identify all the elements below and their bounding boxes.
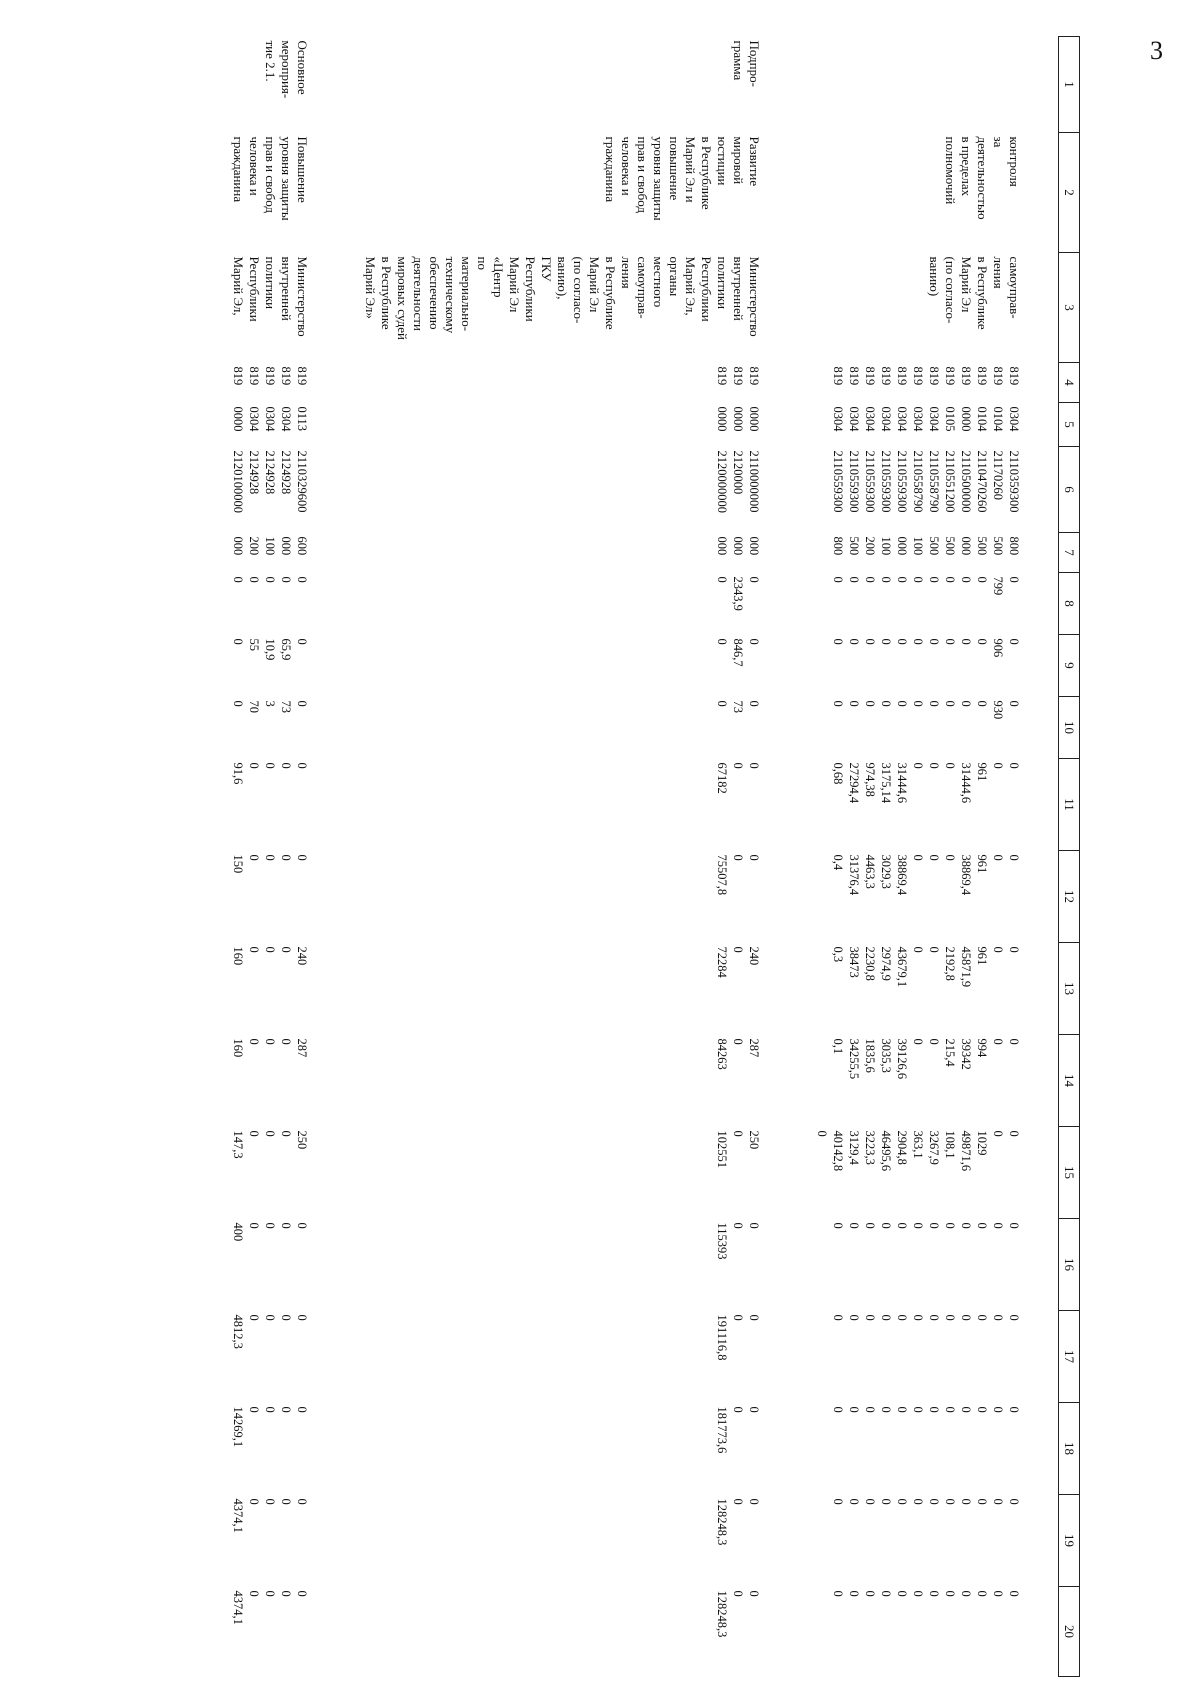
cell-col-14: 287 0 0 0 160 — [231, 1038, 309, 1058]
cell-col-6: 2110000000 2120000 2120000000 — [715, 450, 761, 513]
column-number-11: 11 — [1059, 759, 1080, 851]
cell-col-13: 0 0 961 45871,9 2192,8 0 0 43679,1 2974,9 2230,8 38473 0,3 — [831, 946, 1021, 988]
cell-col-19: 0 0 0 0 4374,1 — [231, 1498, 309, 1533]
cell-col-3: Министерство внутренней политики Республики Марий Эл, — [231, 256, 310, 337]
column-number-9: 9 — [1059, 635, 1080, 697]
cell-col-8: 0 2343,9 0 — [715, 576, 761, 611]
table-row — [230, 37, 313, 1677]
cell-col-17: 0 0 191116,8 — [715, 1314, 761, 1361]
cell-col-17: 0 0 0 0 4812,3 — [231, 1314, 309, 1349]
cell-col-3: Министерство внутренней политики Республики Марий Эл, органы местного самоуправ- ления в Республике Марий Эл (по согласо- ванию), ГКУ Республики Марий Эл «Центр по материально- техническому обеспечению деятельности мировых судей в Республике Марий Эл» — [363, 256, 762, 340]
column-number-row — [1059, 37, 1080, 1677]
cell-col-19: 0 0 0 0 0 0 0 0 0 0 0 0 — [831, 1498, 1021, 1505]
table-row — [362, 37, 765, 1677]
cell-col-1: Основное мероприя- тие 2.1. — [263, 40, 310, 99]
cell-col-9: 0 65,9 10,9 55 0 — [231, 638, 309, 661]
cell-col-12: 0 0 75507,8 — [715, 854, 761, 896]
cell-col-16: 0 0 0 0 0 0 0 0 0 0 0 0 — [831, 1222, 1021, 1229]
cell-col-2: контроля за деятельностью в пределах полномочий — [943, 136, 1022, 220]
cell-col-6: 2110329600 2124928 2124928 2124928 2120100000 — [231, 450, 309, 513]
column-number-15: 15 — [1059, 1127, 1080, 1219]
column-number-20: 20 — [1059, 1587, 1080, 1677]
cell-col-4: 819 819 819 819 819 — [231, 366, 309, 386]
cell-col-10: 0 73 0 — [715, 700, 761, 713]
cell-col-1: Подпро- грамма — [731, 40, 762, 87]
cell-col-5: 0304 0104 0104 0000 0105 0304 0304 0304 0304 0304 0304 0304 — [831, 406, 1021, 432]
cell-col-8: 0 0 0 0 0 — [231, 576, 309, 583]
cell-col-13: 240 0 72284 — [715, 946, 761, 978]
column-number-13: 13 — [1059, 943, 1080, 1035]
cell-col-20: 0 0 0 0 0 0 0 0 0 0 0 0 — [831, 1590, 1021, 1597]
cell-col-10: 0 930 0 0 0 0 0 0 0 0 0 0 — [831, 700, 1021, 720]
cell-col-14: 0 0 994 39342 215,4 0 0 39126,6 3035,3 1835,6 34255,5 0,1 — [831, 1038, 1021, 1080]
cell-col-11: 0 0 67182 — [715, 762, 761, 794]
cell-col-9: 0 906 0 0 0 0 0 0 0 0 0 0 — [831, 638, 1021, 658]
column-number-3: 3 — [1059, 253, 1080, 363]
page-number: 3 — [1150, 36, 1163, 65]
budget-table — [230, 36, 1080, 1677]
cell-col-4: 819 819 819 — [715, 366, 761, 386]
cell-col-1 — [814, 37, 1025, 133]
column-number-14: 14 — [1059, 1035, 1080, 1127]
cell-col-12: 0 0 0 0 150 — [231, 854, 309, 874]
column-number-7: 7 — [1059, 533, 1080, 573]
cell-col-10: 0 73 3 70 0 — [231, 700, 309, 713]
column-number-6: 6 — [1059, 447, 1080, 533]
table-body — [230, 37, 1059, 1677]
cell-col-18: 0 0 181773,6 — [715, 1406, 761, 1454]
cell-col-5: 0000 0000 0000 — [715, 406, 761, 432]
cell-col-11: 0 0 0 0 91,6 — [231, 762, 309, 785]
cell-col-18: 0 0 0 0 14269,1 — [231, 1406, 309, 1448]
cell-col-18: 0 0 0 0 0 0 0 0 0 0 0 0 — [831, 1406, 1021, 1413]
cell-col-16: 0 0 0 0 400 — [231, 1222, 309, 1242]
cell-col-20: 0 0 128248,3 — [715, 1590, 761, 1638]
cell-col-5: 0113 0304 0304 0304 0000 — [231, 406, 309, 432]
column-number-8: 8 — [1059, 573, 1080, 635]
cell-col-17: 0 0 0 0 0 0 0 0 0 0 0 0 — [831, 1314, 1021, 1321]
column-number-1: 1 — [1059, 37, 1080, 133]
cell-col-19: 0 0 128248,3 — [715, 1498, 761, 1546]
cell-col-3: самоуправ- ления в Республике Марий Эл (по согласо- ванию) — [927, 256, 1022, 330]
cell-col-15: 0 0 1029 49871,6 108,1 3267,9 363,1 2904,8 46495,6 3223,3 3129,4 40142,8 0 — [815, 1130, 1021, 1172]
cell-col-7: 800 500 500 000 500 500 100 000 100 200 500 800 — [831, 536, 1021, 556]
rotated-table-sheet — [20, 36, 1080, 1676]
cell-col-7: 600 000 100 200 000 — [231, 536, 309, 556]
cell-col-11: 0 0 961 31444,6 0 0 0 31444,6 3175,14 974,38 27294,4 0,68 — [831, 762, 1021, 804]
cell-col-15: 250 0 0 0 147,3 — [231, 1130, 309, 1159]
column-number-2: 2 — [1059, 133, 1080, 253]
cell-col-12: 0 0 961 38869,4 0 0 0 38869,4 3029,3 4463,3 31376,4 0,4 — [831, 854, 1021, 896]
column-number-16: 16 — [1059, 1219, 1080, 1311]
cell-col-16: 0 0 115393 — [715, 1222, 761, 1260]
table-row — [814, 37, 1025, 1677]
column-number-5: 5 — [1059, 403, 1080, 447]
column-number-19: 19 — [1059, 1495, 1080, 1587]
column-number-4: 4 — [1059, 363, 1080, 403]
cell-col-15: 250 0 102551 — [715, 1130, 761, 1168]
cell-col-20: 0 0 0 0 4374,1 — [231, 1590, 309, 1625]
cell-col-7: 000 000 000 — [715, 536, 761, 556]
column-number-17: 17 — [1059, 1311, 1080, 1403]
cell-col-13: 240 0 0 0 160 — [231, 946, 309, 966]
column-number-10: 10 — [1059, 697, 1080, 759]
column-number-18: 18 — [1059, 1403, 1080, 1495]
cell-col-6: 2110359300 21170260 2110470260 2110500000 2110551200 2110558790 2110558790 2110559300 2110559300 2110559300 2110559300 2110559300 — [831, 450, 1021, 513]
cell-col-2: Развитие мировой юстиции в Республике Марий Эл и повышение уровня защиты прав и свобод человека и гражданина — [603, 136, 762, 221]
cell-col-8: 0 799 0 0 0 0 0 0 0 0 0 0 — [831, 576, 1021, 596]
cell-col-4: 819 819 819 819 819 819 819 819 819 819 819 819 — [831, 366, 1021, 386]
cell-col-9: 0 846,7 0 — [715, 638, 761, 667]
column-number-12: 12 — [1059, 851, 1080, 943]
cell-col-2: Повышение уровня защиты прав и свобод человека и гражданина — [231, 136, 310, 221]
cell-col-14: 287 0 84263 — [715, 1038, 761, 1070]
